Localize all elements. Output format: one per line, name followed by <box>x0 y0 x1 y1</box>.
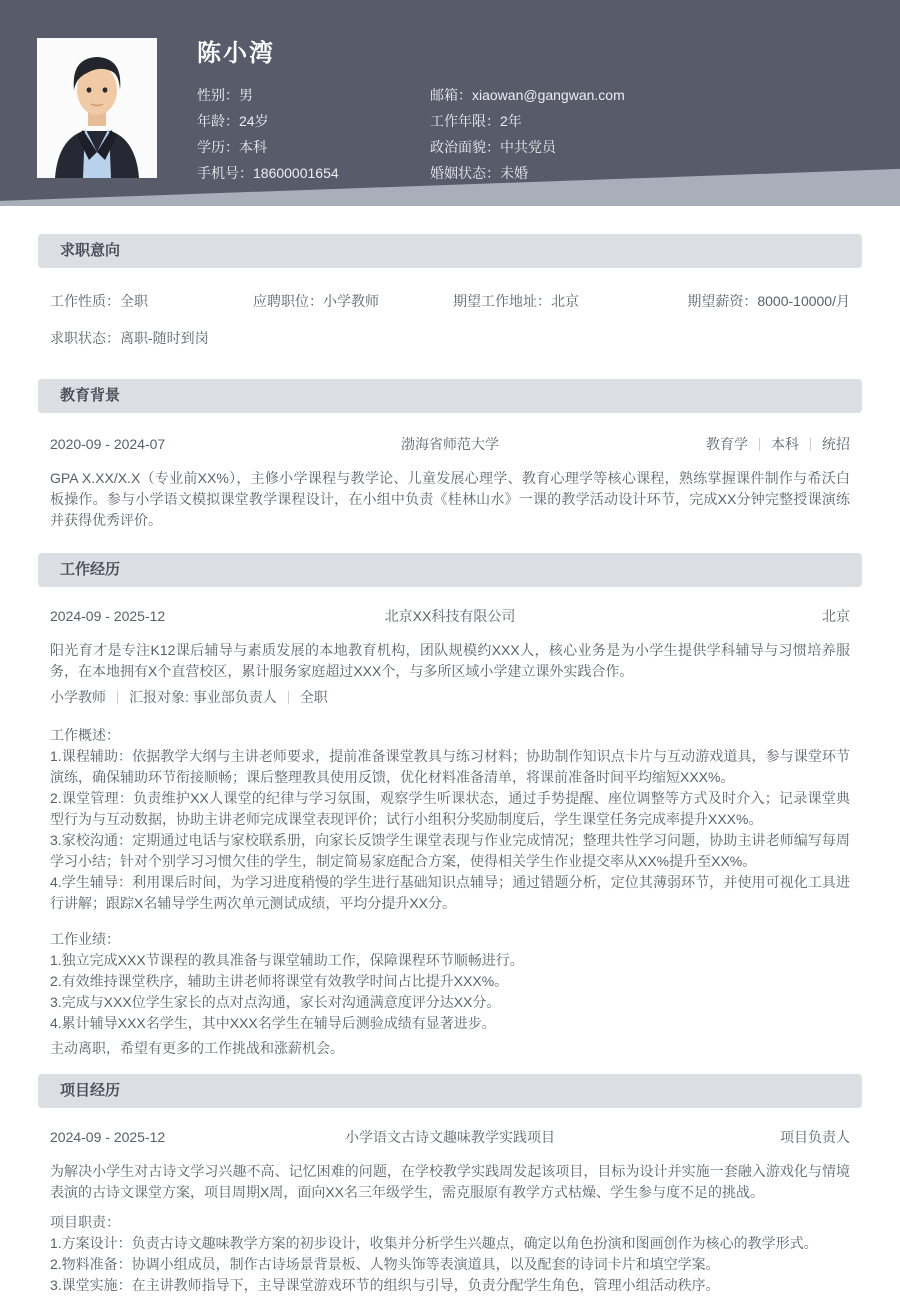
work-achievement-item: 2.有效维持课堂秩序，辅助主讲老师将课堂有效教学时间占比提升XXX%。 <box>50 973 509 989</box>
project-duties-title: 项目职责： <box>50 1214 120 1230</box>
work-overview-item: 4.学生辅导：利用课后时间，为学习进度稍慢的学生进行基础知识点辅导；通过错题分析，定位其薄弱环节，并使用可视化工具进行讲解；跟踪X名辅导学生两次单元测试成绩，平均分提升XX分。 <box>50 874 850 911</box>
leave-reason: 主动离职，希望有更多的工作挑战和涨薪机会。 <box>50 1040 344 1056</box>
detail-education <box>197 134 430 160</box>
work-meta-row <box>50 609 850 624</box>
section-title: 项目经历 <box>60 1082 121 1099</box>
field-label: 工作性质： <box>50 293 120 309</box>
work-achievements-block <box>50 929 850 1034</box>
detail-work-years <box>430 108 625 134</box>
detail-label: 年龄： <box>197 113 239 129</box>
section-title-bar <box>38 234 862 268</box>
header <box>0 0 900 206</box>
work-content <box>38 609 862 1059</box>
section-job-intent <box>38 234 862 346</box>
work-achievement-item: 1.独立完成XXX节课程的教具准备与课堂辅助工作，保障课程环节顺畅进行。 <box>50 952 524 968</box>
field-value: 北京 <box>551 293 579 309</box>
detail-phone <box>197 160 430 186</box>
work-location: 北京 <box>822 608 850 624</box>
intent-status <box>50 331 850 346</box>
project-period: 2024-09 - 2025-12 <box>50 1129 166 1145</box>
field-label: 期望薪资： <box>687 293 758 309</box>
section-work-experience <box>38 553 862 1059</box>
project-duty-item: 3.课堂实施：在主讲教师指导下，主导课堂游戏环节的组织与引导，负责分配学生角色，管理小组活动秩序。 <box>50 1277 720 1293</box>
detail-gender <box>197 82 430 108</box>
detail-label: 政治面貌： <box>430 139 500 155</box>
divider <box>288 691 289 704</box>
project-duties-block <box>50 1212 850 1296</box>
detail-label: 学历： <box>197 139 239 155</box>
work-report-to: 汇报对象: 事业部负责人 <box>129 689 277 705</box>
field-value: 离职-随时到岗 <box>120 330 209 346</box>
profile-photo-graphic <box>37 38 157 178</box>
detail-label: 手机号： <box>197 165 253 181</box>
detail-marital-status <box>430 160 625 186</box>
divider <box>117 691 118 704</box>
detail-value: 未婚 <box>500 165 528 181</box>
intent-location <box>453 294 687 309</box>
section-education <box>38 379 862 531</box>
section-title-bar <box>38 1074 862 1108</box>
education-content <box>38 437 862 531</box>
company-intro: 阳光育才是专注K12课后辅导与素质发展的本地教育机构，团队规模约XXX人，核心业务是为小学生提供学科辅导与习惯培养服务，在本地拥有X个直营校区，累计服务家庭超过XXX个，与多所区域小学建立课外实践合作。 <box>50 642 850 679</box>
detail-value: 中共党员 <box>500 139 556 155</box>
education-description: GPA X.XX/X.X（专业前XX%），主修小学课程与教学论、儿童发展心理学、教育心理学等核心课程，熟练掌握课件制作与希沃白板操作。参与小学语文模拟课堂教学课程设计，在小组中负责《桂林山水》一课的教学活动设计环节，完成XX分钟完整授课演练并获得优秀评价。 <box>50 470 850 528</box>
section-title: 工作经历 <box>60 561 121 578</box>
detail-label: 婚姻状态： <box>430 165 500 181</box>
education-meta-row <box>50 437 850 452</box>
applicant-name: 陈小湾 <box>197 40 275 67</box>
detail-value: 本科 <box>239 139 267 155</box>
work-company: 北京XX科技有限公司 <box>384 608 516 624</box>
field-label: 期望工作地址： <box>453 293 551 309</box>
work-overview-title: 工作概述： <box>50 727 120 743</box>
project-role: 项目负责人 <box>780 1129 850 1145</box>
field-value: 小学教师 <box>323 293 379 309</box>
project-duty-item: 2.物料准备：协调小组成员，制作古诗场景背景板、人物头饰等表演道具，以及配套的诗词卡片和填空学案。 <box>50 1256 720 1272</box>
work-overview-block <box>50 725 850 914</box>
section-title: 求职意向 <box>60 242 121 259</box>
work-position-row <box>50 689 850 706</box>
work-achievement-item: 3.完成与XXX位学生家长的点对点沟通，家长对沟通满意度评分达XX分。 <box>50 994 501 1010</box>
header-details-right <box>430 82 625 186</box>
detail-value: xiaowan@gangwan.com <box>472 87 625 103</box>
job-intent-row <box>50 294 850 309</box>
detail-political-status <box>430 134 625 160</box>
education-school: 渤海省师范大学 <box>401 436 499 452</box>
detail-value: 男 <box>239 87 253 103</box>
detail-value: 18600001654 <box>253 165 339 181</box>
work-period: 2024-09 - 2025-12 <box>50 608 166 624</box>
intent-position <box>253 294 453 309</box>
education-degree: 本科 <box>771 436 799 452</box>
detail-email <box>430 82 625 108</box>
detail-label: 工作年限： <box>430 113 500 129</box>
work-position: 小学教师 <box>50 689 106 705</box>
section-title-bar <box>38 553 862 587</box>
work-achievements-title: 工作业绩： <box>50 931 120 947</box>
detail-value: 2年 <box>500 113 522 129</box>
work-overview-item: 2.课堂管理：负责维护XX人课堂的纪律与学习氛围，观察学生听课状态，通过手势提醒、座位调整等方式及时介入；记录课堂典型行为与互动数据，协助主讲老师完成课堂表现评价；试行小组积分奖励制度后，学生课堂任务完成率提升XXX%。 <box>50 790 850 827</box>
divider <box>810 438 811 451</box>
detail-label: 邮箱： <box>430 87 472 103</box>
project-intro: 为解决小学生对古诗文学习兴趣不高、记忆困难的问题，在学校教学实践周发起该项目，目标为设计并实施一套融入游戏化与情境表演的古诗文课堂方案，项目周期X周，面向XX名三年级学生，需克服原有教学方式枯燥、学生参与度不足的挑战。 <box>50 1163 850 1200</box>
divider <box>759 438 760 451</box>
work-overview-item: 3.家校沟通：定期通过电话与家校联系册，向家长反馈学生课堂表现与作业完成情况；整理共性学习问题，协助主讲老师编写每周学习小结；针对个别学习习惯欠佳的学生，制定简易家庭配合方案，使得相关学生作业提交率从XX%提升至XX%。 <box>50 832 850 869</box>
work-achievement-item: 4.累计辅导XXX名学生，其中XXX名学生在辅导后测验成绩有显著进步。 <box>50 1015 496 1031</box>
job-intent-content <box>38 294 862 346</box>
field-label: 应聘职位： <box>253 293 323 309</box>
section-project-experience <box>38 1074 862 1296</box>
project-content <box>38 1130 862 1296</box>
section-title: 教育背景 <box>60 387 121 404</box>
field-label: 求职状态： <box>50 330 120 346</box>
detail-age <box>197 108 430 134</box>
detail-label: 性别： <box>197 87 239 103</box>
field-value: 8000-10000/月 <box>757 293 850 309</box>
project-name: 小学语文古诗文趣味教学实践项目 <box>345 1129 555 1145</box>
detail-value: 24岁 <box>239 113 269 129</box>
header-details <box>197 82 625 186</box>
intent-work-type <box>50 294 253 309</box>
project-meta-row <box>50 1130 850 1145</box>
education-period: 2020-09 - 2024-07 <box>50 436 166 452</box>
work-overview-item: 1.课程辅助：依据教学大纲与主讲老师要求，提前准备课堂教具与练习材料；协助制作知识点卡片与互动游戏道具，参与课堂环节演练，确保辅助环节衔接顺畅；课后整理教具使用反馈，优化材料准备清单，将课前准备时间平均缩短XXX%。 <box>50 748 850 785</box>
project-duty-item: 1.方案设计：负责古诗文趣味教学方案的初步设计，收集并分析学生兴趣点，确定以角色扮演和图画创作为核心的教学形式。 <box>50 1235 818 1251</box>
education-major: 教育学 <box>706 436 748 452</box>
profile-photo <box>37 38 157 178</box>
header-details-left <box>197 82 430 186</box>
education-degree-group <box>615 437 850 452</box>
section-title-bar <box>38 379 862 413</box>
intent-salary <box>687 294 850 309</box>
work-employment-type: 全职 <box>299 689 328 705</box>
field-value: 全职 <box>120 293 148 309</box>
education-enrollment: 统招 <box>822 436 850 452</box>
